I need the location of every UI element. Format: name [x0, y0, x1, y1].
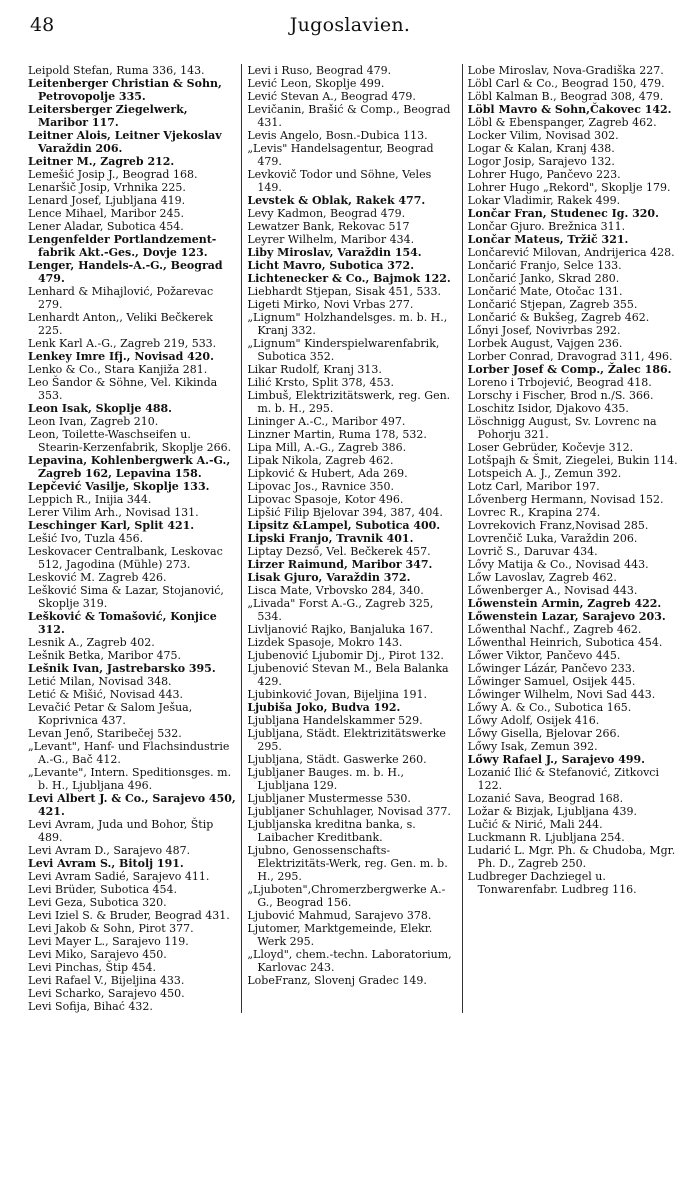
directory-entry: Lipković & Hubert, Ada 269.: [247, 467, 408, 480]
directory-entry: Lozanić Sava, Beograd 168.: [467, 792, 624, 805]
directory-entry: Ljubenović Stevan M., Bela Balanka 429.: [247, 662, 453, 688]
directory-entry: Lőwinger Lázár, Pančevo 233.: [467, 662, 636, 675]
directory-entry: Linzner Martin, Ruma 178, 532.: [247, 428, 427, 441]
directory-entry: Lirzer Raimund, Maribor 347.: [247, 558, 433, 571]
directory-entry: Lovrič S., Daruvar 434.: [467, 545, 598, 558]
directory-entry: Letić & Mišić, Novisad 443.: [28, 688, 184, 701]
directory-entry: Leo Šandor & Söhne, Vel. Kikinda 353.: [28, 376, 221, 402]
directory-entry: Logor Josip, Sarajevo 132.: [467, 155, 615, 168]
directory-entry: Ludbreger Dachziegel u. Tonwarenfabr. Ludbreg 116.: [467, 870, 637, 896]
directory-entry: Lőwenthal Nachf., Zagreb 462.: [467, 623, 642, 636]
directory-entry: Lončarić Mate, Otočac 131.: [467, 285, 623, 298]
directory-entry: Ljubno, Genossenschafts-Elektrizitäts-Werk, reg. Gen. m. b. H., 295.: [247, 844, 452, 883]
directory-entry: Limbuš, Elektrizitätswerk, reg. Gen. m. b. H., 295.: [247, 389, 454, 415]
directory-entry: Ljubljaner Schuhlager, Novisad 377.: [247, 805, 451, 818]
directory-entry: Lőwy A. & Co., Subotica 165.: [467, 701, 632, 714]
directory-entry: Lisak Gjuro, Varaždin 372.: [247, 571, 411, 584]
directory-entry: „Ljuboten",Chromerzbergwerke A.-G., Beograd 156.: [247, 883, 446, 909]
directory-entry: Lončarić & Bukšeg, Zagreb 462.: [467, 311, 650, 324]
directory-columns: [28, 64, 678, 1013]
directory-entry: Lević Leon, Skoplje 499.: [247, 77, 385, 90]
directory-entry: Lipak Nikola, Zagreb 462.: [247, 454, 394, 467]
directory-entry: Lichtenecker & Co., Bajmok 122.: [247, 272, 451, 285]
directory-entry: Leitenberger Christian & Sohn, Petrovopolje 335.: [28, 77, 226, 103]
directory-entry: Lešnik Betka, Maribor 475.: [28, 649, 181, 662]
directory-entry: Ljubljana Handelskammer 529.: [247, 714, 423, 727]
directory-entry: Lemešić Josip J., Beograd 168.: [28, 168, 198, 181]
directory-entry: Liebhardt Stjepan, Sisak 451, 533.: [247, 285, 442, 298]
directory-entry: Lohrer Hugo, Pančevo 223.: [467, 168, 621, 181]
directory-entry: Lipa Mill, A.-G., Zagreb 386.: [247, 441, 407, 454]
directory-entry: Lončarević Milovan, Andrijerica 428.: [467, 246, 675, 259]
directory-entry: Lőwenstein Armin, Zagreb 422.: [467, 597, 662, 610]
directory-entry: Lipsitz &Lampel, Subotica 400.: [247, 519, 441, 532]
directory-entry: Lőwy Adolf, Osijek 416.: [467, 714, 600, 727]
directory-entry: Lőnyi Josef, Novivrbas 292.: [467, 324, 621, 337]
directory-entry: Lepavina, Kohlenbergwerk A.-G., Zagreb 162, Lepavina 158.: [28, 454, 235, 480]
directory-entry: Levi Avram Sadié, Sarajevo 411.: [28, 870, 210, 883]
directory-entry: Ljubljaner Bauges. m. b. H., Ljubljana 129.: [247, 766, 408, 792]
directory-entry: Levi Geza, Subotica 320.: [28, 896, 167, 909]
directory-entry: Levi Brüder, Subotica 454.: [28, 883, 177, 896]
directory-entry: Lővenberg Hermann, Novisad 152.: [467, 493, 664, 506]
directory-entry: Levi Mayer L., Sarajevo 119.: [28, 935, 189, 948]
directory-entry: „Livada" Forst A.-G., Zagreb 325, 534.: [247, 597, 437, 623]
directory-entry: Ljubiša Joko, Budva 192.: [247, 701, 401, 714]
directory-entry: Leschinger Karl, Split 421.: [28, 519, 195, 532]
directory-entry: Levis Angelo, Bosn.-Dubica 113.: [247, 129, 428, 142]
directory-entry: Luckmann R. Ljubljana 254.: [467, 831, 625, 844]
directory-entry: Leipold Stefan, Ruma 336, 143.: [28, 64, 205, 77]
directory-entry: Lenard Josef, Ljubljana 419.: [28, 194, 186, 207]
directory-entry: Lotspeich A. J., Zemun 392.: [467, 467, 622, 480]
directory-column-2: [241, 64, 461, 1013]
directory-entry: Leon Ivan, Zagreb 210.: [28, 415, 159, 428]
directory-entry: Lončar Gjuro. Brežnica 311.: [467, 220, 626, 233]
directory-entry: Loreno i Trbojević, Beograd 418.: [467, 376, 652, 389]
directory-entry: Lešković & Tomašović, Konjice 312.: [28, 610, 221, 636]
directory-entry: Likar Rudolf, Kranj 313.: [247, 363, 382, 376]
directory-entry: Lenk Karl A.-G., Zagreb 219, 533.: [28, 337, 217, 350]
directory-entry: Levi Jakob & Sohn, Pirot 377.: [28, 922, 194, 935]
directory-entry: Logar & Kalan, Kranj 438.: [467, 142, 615, 155]
directory-entry: Lőwy Isak, Zemun 392.: [467, 740, 598, 753]
directory-entry: Licht Mavro, Subotica 372.: [247, 259, 415, 272]
directory-entry: Lőwer Viktor, Pančevo 445.: [467, 649, 621, 662]
directory-entry: Lenhard & Mihajlović, Požarevac 279.: [28, 285, 217, 311]
directory-entry: Levi Sofija, Bihać 432.: [28, 1000, 153, 1013]
directory-entry: Lesković M. Zagreb 426.: [28, 571, 167, 584]
directory-entry: Lončar Fran, Studenec Ig. 320.: [467, 207, 659, 220]
directory-entry: Loschitz Isidor, Djakovo 435.: [467, 402, 629, 415]
directory-entry: Ljubljanska kreditna banka, s. Laibacher Kreditbank.: [247, 818, 420, 844]
directory-entry: Löbl Carl & Co., Beograd 150, 479.: [467, 77, 665, 90]
directory-entry: Lončarić Franjo, Selce 133.: [467, 259, 622, 272]
directory-entry: Lotšpajh & Šmit, Ziegelei, Bukin 114.: [467, 454, 678, 467]
directory-entry: Ludarić L. Mgr. Ph. & Chudoba, Mgr. Ph. D., Zagreb 250.: [467, 844, 679, 870]
directory-entry: Lipovac Jos., Ravnice 350.: [247, 480, 394, 493]
directory-entry: Leppich R., Inijia 344.: [28, 493, 152, 506]
directory-entry: Leon Isak, Skoplje 488.: [28, 402, 173, 415]
directory-entry: Leskovacer Centralbank, Leskovac 512, Jagodina (Mühle) 273.: [28, 545, 227, 571]
directory-entry: Ligeti Mirko, Novi Vrbas 277.: [247, 298, 414, 311]
directory-entry: Lenger, Handels-A.-G., Beograd 479.: [28, 259, 227, 285]
directory-entry: Lenko & Co., Stara Kanjiža 281.: [28, 363, 208, 376]
directory-entry: „Lloyd", chem.-techn. Laboratorium, Karlovac 243.: [247, 948, 456, 974]
directory-entry: Leitner M., Zagreb 212.: [28, 155, 175, 168]
directory-entry: Lisca Mate, Vrbovsko 284, 340.: [247, 584, 424, 597]
directory-entry: Löbl Mavro & Sohn,Čakovec 142.: [467, 103, 672, 116]
page-header: [30, 14, 670, 40]
directory-entry: Ložar & Bizjak, Ljubljana 439.: [467, 805, 637, 818]
directory-entry: Lizdek Spasoje, Mokro 143.: [247, 636, 403, 649]
directory-entry: Leon, Toilette-Waschseifen u. Stearin-Kerzenfabrik, Skoplje 266.: [28, 428, 232, 454]
directory-column-1: [28, 64, 241, 1013]
directory-entry: „Lignum" Holzhandelsges. m. b. H., Kranj 332.: [247, 311, 451, 337]
directory-entry: Lőwenberger A., Novisad 443.: [467, 584, 638, 597]
directory-entry: Levi Miko, Sarajevo 450.: [28, 948, 167, 961]
directory-entry: Lončarić Stjepan, Zagreb 355.: [467, 298, 638, 311]
directory-entry: Lenkey Imre Ifj., Novisad 420.: [28, 350, 214, 363]
directory-entry: Lewatzer Bank, Rekovac 517: [247, 220, 410, 233]
directory-entry: Lotz Carl, Maribor 197.: [467, 480, 600, 493]
directory-entry: Loser Gebrüder, Kočevje 312.: [467, 441, 634, 454]
directory-entry: Lovrenčič Luka, Varaždin 206.: [467, 532, 638, 545]
directory-entry: Löbl & Ebenspanger, Zagreb 462.: [467, 116, 657, 129]
directory-entry: Lilić Krsto, Split 378, 453.: [247, 376, 395, 389]
directory-entry: Lővy Matija & Co., Novisad 443.: [467, 558, 649, 571]
directory-entry: Lepčević Vasilje, Skoplje 133.: [28, 480, 210, 493]
directory-entry: Lešić Ivo, Tuzla 456.: [28, 532, 144, 545]
directory-entry: Levi Iziel S. & Bruder, Beograd 431.: [28, 909, 230, 922]
directory-entry: Lence Mihael, Maribor 245.: [28, 207, 185, 220]
directory-entry: Levkovič Todor und Söhne, Veles 149.: [247, 168, 435, 194]
directory-entry: Levi Avram, Juda und Bohor, Štip 489.: [28, 818, 217, 844]
directory-entry: Levstek & Oblak, Rakek 477.: [247, 194, 426, 207]
directory-entry: Ljubinković Jovan, Bijeljina 191.: [247, 688, 427, 701]
directory-entry: Livljanović Rajko, Banjaluka 167.: [247, 623, 434, 636]
directory-entry: Lorschy i Fischer, Brod n./S. 366.: [467, 389, 654, 402]
directory-entry: Lipšić Filip Bjelovar 394, 387, 404.: [247, 506, 443, 519]
directory-entry: Lipski Franjo, Travnik 401.: [247, 532, 414, 545]
directory-entry: Lovrec R., Krapina 274.: [467, 506, 601, 519]
directory-entry: „Lignum" Kinderspielwarenfabrik, Subotica 352.: [247, 337, 443, 363]
directory-entry: Lerer Vilim Arh., Novisad 131.: [28, 506, 199, 519]
directory-entry: „Levis" Handelsagentur, Beograd 479.: [247, 142, 438, 168]
directory-entry: Lenaršič Josip, Vrhnika 225.: [28, 181, 186, 194]
directory-entry: Lőwenstein Lazar, Sarajevo 203.: [467, 610, 666, 623]
directory-entry: Levičanin, Brašić & Comp., Beograd 431.: [247, 103, 454, 129]
directory-entry: Lőwy Rafael J., Sarajevo 499.: [467, 753, 645, 766]
directory-entry: Leitner Alois, Leitner Vjekoslav Varaždin 206.: [28, 129, 226, 155]
directory-entry: Liptay Dezső, Vel. Bečkerek 457.: [247, 545, 431, 558]
directory-entry: Ljubljaner Mustermesse 530.: [247, 792, 411, 805]
directory-entry: Leitersberger Ziegelwerk, Maribor 117.: [28, 103, 192, 129]
directory-entry: Lokar Vladimir, Rakek 499.: [467, 194, 621, 207]
directory-entry: Levi Avram D., Sarajevo 487.: [28, 844, 191, 857]
directory-entry: Lević Stevan A., Beograd 479.: [247, 90, 416, 103]
directory-entry: Levi Avram S., Bitolj 191.: [28, 857, 184, 870]
directory-entry: Lešković Sima & Lazar, Stojanović, Skoplje 319.: [28, 584, 228, 610]
directory-entry: Lőwinger Wilhelm, Novi Sad 443.: [467, 688, 656, 701]
directory-entry: Leyrer Wilhelm, Maribor 434.: [247, 233, 415, 246]
directory-entry: Lohrer Hugo „Rekord", Skoplje 179.: [467, 181, 671, 194]
directory-entry: Levi Albert J. & Co., Sarajevo 450, 421.: [28, 792, 240, 818]
directory-entry: Ljubljana, Städt. Elektrizitätswerke 295.: [247, 727, 450, 753]
directory-entry: Levy Kadmon, Beograd 479.: [247, 207, 406, 220]
directory-entry: Lenhardt Anton,, Veliki Bečkerek 225.: [28, 311, 217, 337]
directory-entry: Locker Vilim, Novisad 302.: [467, 129, 619, 142]
directory-entry: Ljubović Mahmud, Sarajevo 378.: [247, 909, 432, 922]
directory-entry: Löschnigg August, Sv. Lovrenc na Pohorju 321.: [467, 415, 661, 441]
directory-entry: Lorber Conrad, Dravograd 311, 496.: [467, 350, 673, 363]
directory-column-3: [462, 64, 678, 1013]
directory-entry: Lešnik Ivan, Jastrebarsko 395.: [28, 662, 216, 675]
directory-entry: Lorber Josef & Comp., Žalec 186.: [467, 363, 672, 376]
directory-entry: Levi Rafael V., Bijeljina 433.: [28, 974, 185, 987]
directory-entry: Lozanić Ilić & Stefanović, Zitkovci 122.: [467, 766, 663, 792]
directory-entry: Lőwinger Samuel, Osijek 445.: [467, 675, 636, 688]
directory-entry: Levi Pinchas, Štip 454.: [28, 961, 156, 974]
directory-entry: Lončar Mateus, Tržič 321.: [467, 233, 629, 246]
directory-entry: Levi i Ruso, Beograd 479.: [247, 64, 392, 77]
directory-entry: Letić Milan, Novisad 348.: [28, 675, 172, 688]
page-title: Jugoslavien.: [289, 14, 411, 36]
directory-entry: Ljubljana, Städt. Gaswerke 260.: [247, 753, 427, 766]
directory-entry: Levačić Petar & Salom Ješua, Koprivnica 437.: [28, 701, 196, 727]
directory-entry: Levan Jenő, Staribečej 532.: [28, 727, 182, 740]
directory-entry: „Levant", Hanf- und Flachsindustrie A.-G., Bač 412.: [28, 740, 233, 766]
directory-entry: Lončarić Janko, Skrad 280.: [467, 272, 620, 285]
directory-entry: Lőwy Gisella, Bjelovar 266.: [467, 727, 620, 740]
directory-entry: Löbl Kalman B., Beograd 308, 479.: [467, 90, 664, 103]
directory-entry: Lőwenthal Heinrich, Subotica 454.: [467, 636, 663, 649]
directory-entry: Lener Aladar, Subotica 454.: [28, 220, 184, 233]
directory-entry: Lučić & Nirić, Mali 244.: [467, 818, 603, 831]
directory-entry: Lesnik A., Zagreb 402.: [28, 636, 155, 649]
directory-entry: Lipovac Spasoje, Kotor 496.: [247, 493, 404, 506]
directory-entry: Lőw Lavoslav, Zagreb 462.: [467, 571, 617, 584]
directory-entry: Lengenfelder Portlandzement-fabrik Akt.-Ges., Dovje 123.: [28, 233, 217, 259]
directory-entry: Lorbek August, Vajgen 236.: [467, 337, 623, 350]
directory-entry: LobeFranz, Slovenj Gradec 149.: [247, 974, 427, 987]
directory-entry: „Levante", Intern. Speditionsges. m. b. H., Ljubljana 496.: [28, 766, 235, 792]
directory-entry: Liby Miroslav, Varaždin 154.: [247, 246, 422, 259]
directory-entry: Lobe Miroslav, Nova-Gradiška 227.: [467, 64, 664, 77]
directory-entry: Lovrekovich Franz,Novisad 285.: [467, 519, 649, 532]
directory-entry: Levi Scharko, Sarajevo 450.: [28, 987, 185, 1000]
page-number: 48: [30, 14, 55, 36]
directory-entry: Lininger A.-C., Maribor 497.: [247, 415, 406, 428]
directory-entry: Ljubenović Ljubomir Dj., Pirot 132.: [247, 649, 444, 662]
directory-entry: Ljutomer, Marktgemeinde, Elekr. Werk 295.: [247, 922, 436, 948]
